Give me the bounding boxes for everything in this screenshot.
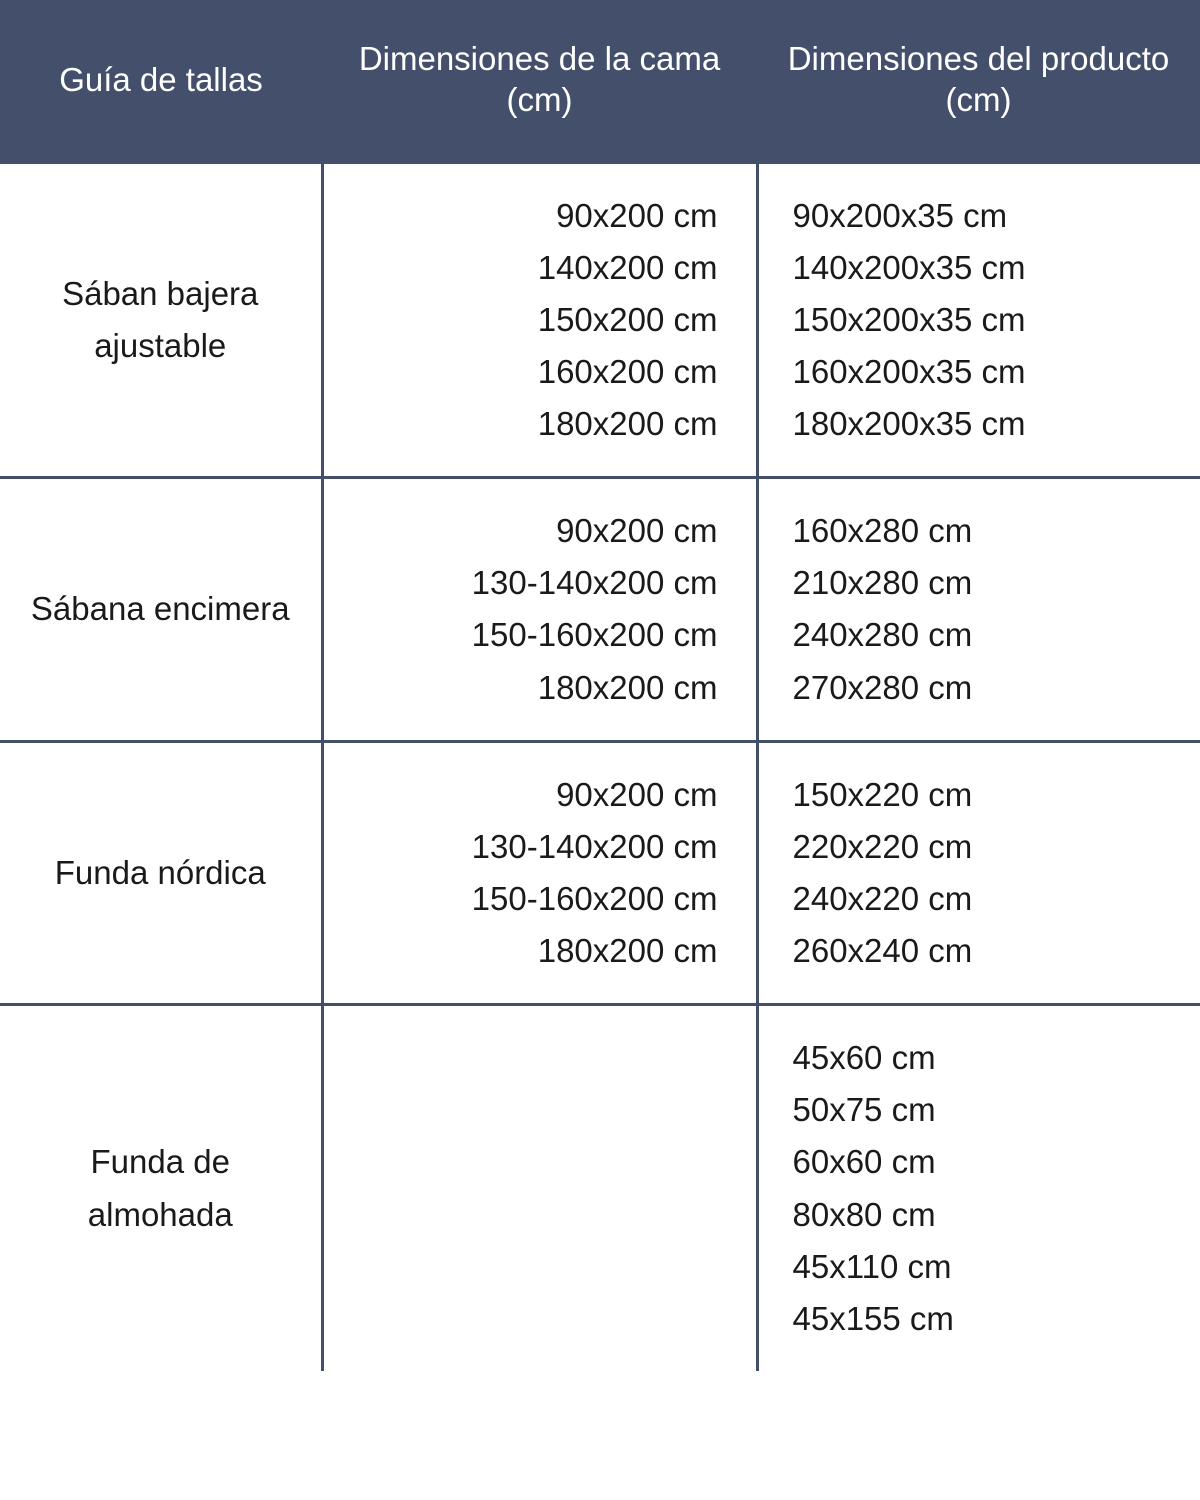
dimension-line: 240x280 cm	[792, 616, 973, 654]
dimension-line: 90x200 cm	[556, 512, 718, 550]
table-header	[0, 0, 1200, 162]
row-label-pillowcase: Funda de almohada	[0, 1005, 322, 1371]
dimension-line: 150x220 cm	[792, 775, 973, 813]
column-header-guide: Guía de tallas	[0, 0, 322, 162]
table-row	[0, 162, 1200, 478]
dimension-line: 150x200x35 cm	[792, 300, 1026, 338]
product-dimensions-flat-sheet	[757, 478, 1200, 742]
dimension-line: 90x200 cm	[556, 775, 718, 813]
dimension-line: 160x200x35 cm	[792, 352, 1026, 390]
row-label-fitted-sheet: Sában bajera ajustable	[0, 162, 322, 478]
dimension-line: 80x80 cm	[792, 1195, 936, 1233]
dimension-line: 50x75 cm	[792, 1091, 936, 1129]
dimension-line: 45x110 cm	[792, 1247, 952, 1285]
table-row	[0, 741, 1200, 1005]
bed-dimensions-fitted-sheet	[322, 162, 757, 478]
row-label-duvet-cover: Funda nórdica	[0, 741, 322, 1005]
row-label-flat-sheet: Sábana encimera	[0, 478, 322, 742]
dimension-line: 140x200 cm	[537, 248, 718, 286]
dimension-line: 130-140x200 cm	[471, 564, 718, 602]
dimension-line: 150-160x200 cm	[471, 616, 718, 654]
dimension-line: 140x200x35 cm	[792, 248, 1026, 286]
bed-dimensions-flat-sheet	[322, 478, 757, 742]
dimension-line: 150x200 cm	[537, 300, 718, 338]
dimension-line: 90x200x35 cm	[792, 196, 1008, 234]
dimension-line: 180x200 cm	[537, 405, 718, 442]
column-header-product-dimensions: Dimensiones del producto (cm)	[757, 0, 1200, 162]
dimension-line: 220x220 cm	[792, 827, 973, 865]
dimension-line: 180x200 cm	[537, 932, 718, 969]
dimension-line: 270x280 cm	[792, 668, 973, 706]
table-header-row	[0, 0, 1200, 162]
bed-dimensions-duvet-cover	[322, 741, 757, 1005]
dimension-line: 45x155 cm	[792, 1299, 954, 1337]
table-body	[0, 162, 1200, 1371]
dimension-line: 180x200 cm	[537, 668, 718, 706]
dimension-line: 240x220 cm	[792, 879, 973, 917]
dimension-line: 180x200x35 cm	[792, 405, 1026, 442]
dimension-line: 45x60 cm	[792, 1039, 936, 1077]
dimension-line: 150-160x200 cm	[471, 879, 718, 917]
product-dimensions-duvet-cover	[757, 741, 1200, 1005]
dimension-line: 260x240 cm	[792, 932, 973, 969]
dimension-line: 160x280 cm	[792, 512, 973, 550]
dimension-line: 60x60 cm	[792, 1143, 936, 1181]
dimension-line: 160x200 cm	[537, 352, 718, 390]
product-dimensions-fitted-sheet	[757, 162, 1200, 478]
product-dimensions-pillowcase	[757, 1005, 1200, 1371]
bed-dimensions-pillowcase	[322, 1005, 757, 1371]
table-row	[0, 478, 1200, 742]
table-row	[0, 1005, 1200, 1371]
dimension-line: 90x200 cm	[556, 196, 718, 234]
dimension-line: 210x280 cm	[792, 564, 973, 602]
dimension-line: 130-140x200 cm	[471, 827, 718, 865]
column-header-bed-dimensions: Dimensiones de la cama (cm)	[322, 0, 757, 162]
